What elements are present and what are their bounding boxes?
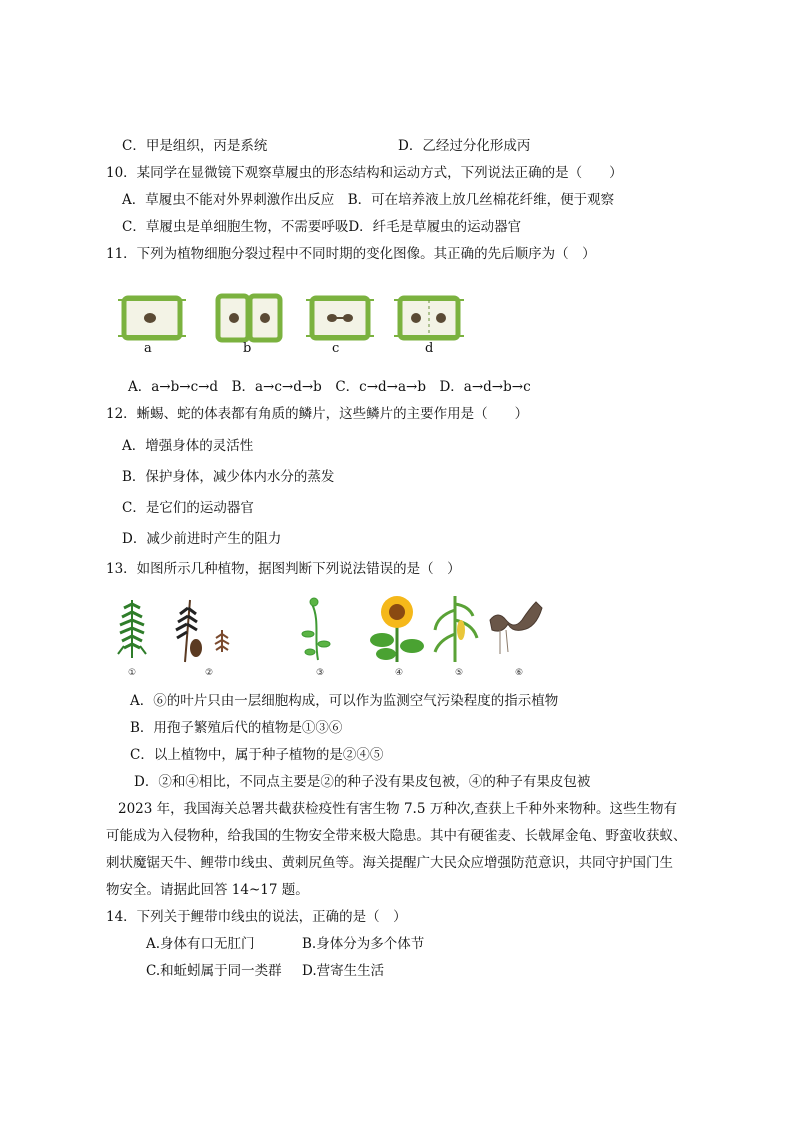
q10-options-ab: A．草履虫不能对外界刺激作出反应 B．可在培养液上放几丝棉花纤维，便于观察	[122, 192, 615, 208]
plant-label-6: ⑥	[515, 668, 524, 678]
q12-stem: 12．蜥蜴、蛇的体表都有角质的鳞片，这些鳞片的主要作用是（ ）	[106, 406, 529, 422]
sunflower-plant	[370, 596, 424, 662]
q14-option-a: A.身体有口无肛门	[146, 936, 255, 952]
q14-stem: 14．下列关于鲤带巾线虫的说法，正确的是（ ）	[106, 909, 407, 925]
plant-label-1: ①	[128, 668, 137, 678]
cell-c	[306, 298, 374, 338]
fern-plant	[118, 600, 146, 658]
cell-label-a: a	[144, 341, 152, 356]
cell-label-d: d	[425, 341, 434, 356]
q13-option-b: B．用孢子繁殖后代的植物是①③⑥	[130, 720, 343, 736]
moss-plant	[490, 602, 542, 654]
q11-stem: 11．下列为植物细胞分裂过程中不同时期的变化图像。其正确的先后顺序为（ ）	[106, 246, 596, 262]
plants-figure	[0, 590, 794, 680]
cell-d	[394, 298, 464, 338]
plant-label-5: ⑤	[455, 668, 464, 678]
sprout-plant	[302, 598, 330, 660]
q9-option-d: D．乙经过分化形成丙	[398, 138, 531, 154]
q13-option-a: A．⑥的叶片只由一层细胞构成，可以作为监测空气污染程度的指示植物	[130, 693, 559, 709]
plant-label-4: ④	[395, 668, 404, 678]
q14-option-c: C.和蚯蚓属于同一类群	[146, 963, 282, 979]
q13-option-c: C．以上植物中，属于种子植物的是②④⑤	[130, 747, 384, 763]
cell-b	[218, 296, 280, 340]
q13-option-d: D．②和④相比，不同点主要是②的种子没有果皮包被，④的种子有果皮包被	[134, 774, 591, 790]
q12-option-c: C．是它们的运动器官	[122, 500, 254, 516]
q9-option-c: C．甲是组织，丙是系统	[122, 138, 268, 154]
q13-stem: 13．如图所示几种植物，据图判断下列说法错误的是（ ）	[106, 561, 461, 577]
q12-option-a: A．增强身体的灵活性	[122, 438, 254, 454]
plant-label-2: ②	[205, 668, 214, 678]
passage-line-1: 2023 年，我国海关总署共截获检疫性有害生物 7.5 万种次,查获上千种外来物种。这些生物有	[118, 801, 677, 817]
cell-division-figure	[0, 288, 794, 378]
passage-line-4: 物安全。请据此回答 14~17 题。	[106, 882, 309, 898]
cell-label-c: c	[332, 341, 340, 356]
pine-plant	[176, 600, 229, 662]
plant-label-3: ③	[316, 668, 325, 678]
q12-option-d: D．减少前进时产生的阻力	[122, 531, 282, 547]
q14-option-d: D.营寄生生活	[302, 963, 385, 979]
q11-options: A．a→b→c→d B．a→c→d→b C．c→d→a→b D．a→d→b→c	[128, 379, 531, 395]
cell-a	[118, 298, 186, 338]
passage-line-3: 刺状魔锯天牛、鲤带巾线虫、黄刺尻鱼等。海关提醒广大民众应增强防范意识，共同守护国门生	[106, 855, 673, 871]
q10-options-cd: C．草履虫是单细胞生物，不需要呼吸D．纤毛是草履虫的运动器官	[122, 219, 522, 235]
corn-plant	[435, 596, 477, 662]
q12-option-b: B．保护身体，减少体内水分的蒸发	[122, 469, 335, 485]
q10-stem: 10．某同学在显微镜下观察草履虫的形态结构和运动方式，下列说法正确的是（ ）	[106, 165, 623, 181]
cell-label-b: b	[243, 341, 252, 356]
passage-line-2: 可能成为入侵物种，给我国的生物安全带来极大隐患。其中有硬雀麦、长戟犀金龟、野蛮收获蚁、	[106, 828, 687, 844]
q14-option-b: B.身体分为多个体节	[302, 936, 425, 952]
